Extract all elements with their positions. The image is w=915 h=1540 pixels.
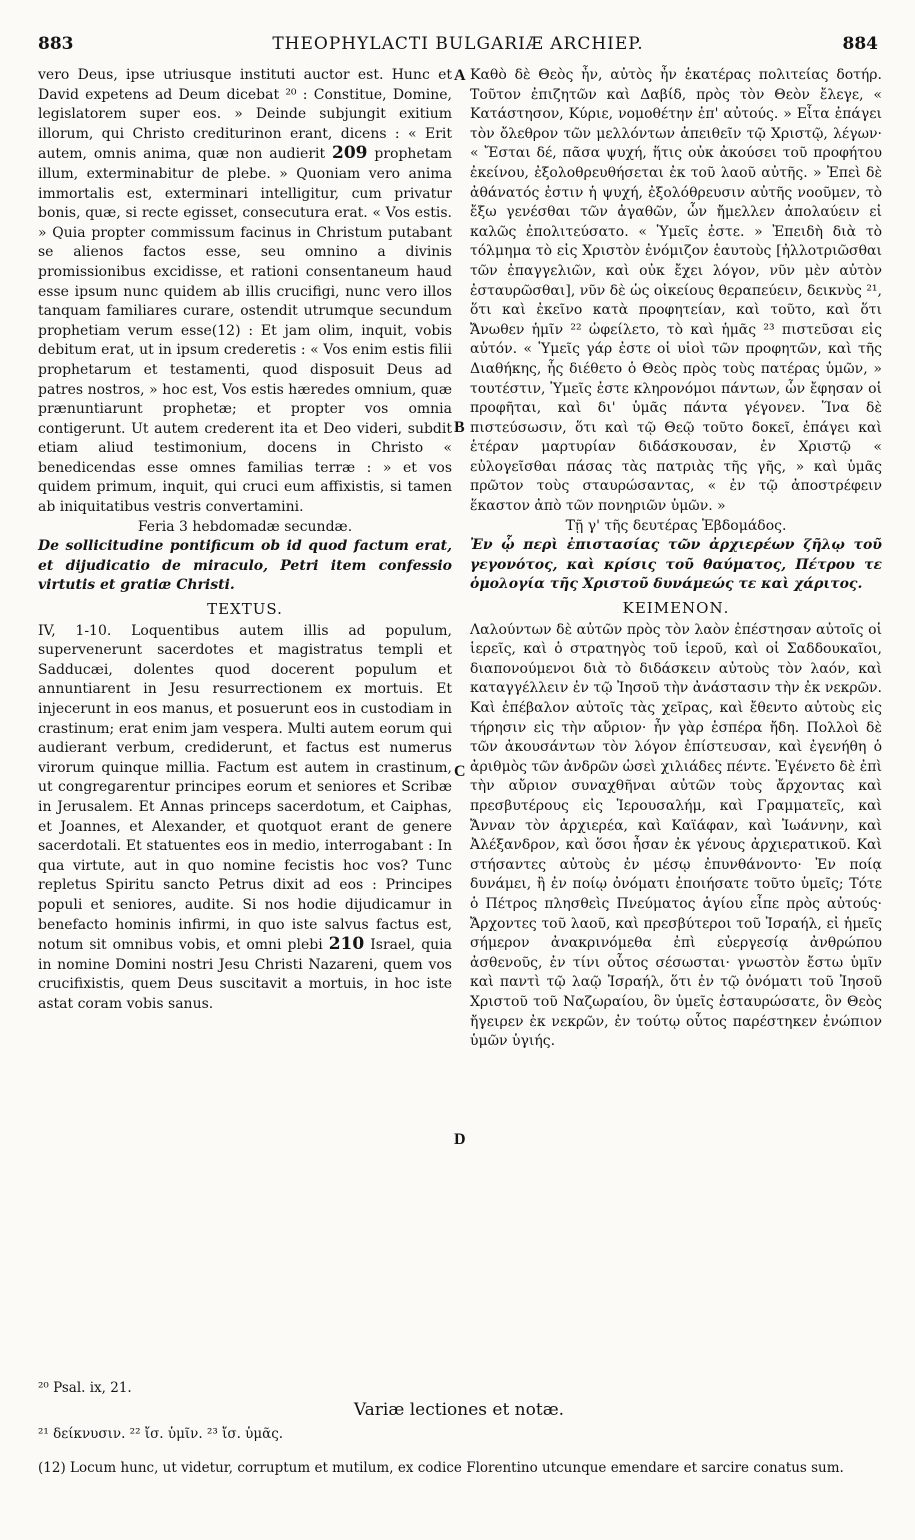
latin-commentary: vero Deus, ipse utriusque instituti auctor est. Hunc et David expetens ad Deum dicebat ²⁰ : Constitue, Domine, legislatorem super eos. » Deinde subjungit exitium illorum, qui Christo crediturinon erant, dicens : « Erit autem, omnis anima, quæ non audierit 209 prophetam illum, exterminabitur de plebe. » Quoniam vero anima immortalis est, exterminari intelligitur, cum privatur bonis, quæ, si recte egisset, consecutura erat. « Vos estis. » Quia propter commissum facinus in Christum putabant se alienos factos esse, seu omnino a divinis promissionibus excidisse, et rationi consentaneum haud esse ipsum nunc quidem ab illis crucifigi, nunc vero illos tanquam familiares curare, ostendit utrumque secundum prophetiam verum esse(12) : Et jam olim, inquit, vobis debitum erat, ut in ipsum crederetis : « Vos enim estis filii prophetarum et testamenti, quod disposuit Deus ad patres nostros, » hoc est, Vos estis hæredes omnium, quæ prænuntiarunt prophetæ; et propter vos omnia contigerunt. Ut autem crederent ita et Deo videri, subdit etiam aliud testimonium, docens in Christo « benedicendas esse omnes familias terræ : » et vos quidem primum, inquit, qui cruci eum affixistis, si tamen ab iniquitatibus vestris convertamini. — [38, 67, 452, 516]
header-number-209: 209 — [332, 143, 368, 164]
greek-keimenon-heading: ΚΕΙΜΕΝΟΝ. — [622, 599, 730, 618]
margin-letter-c: C — [454, 763, 466, 780]
variae-lectiones-title: Variæ lectiones et notæ. — [353, 1400, 565, 1420]
latin-textus-heading: TEXTUS. — [207, 600, 283, 619]
header-number-210: 210 — [328, 934, 365, 955]
latin-section-heading: De sollicitudine pontificum ob id quod factum erat, et dijudicatio de miraculo, Petri item confessio virtutis et gratiæ Christi. — [38, 538, 452, 594]
margin-letter-d: D — [454, 1131, 466, 1148]
page-number-left: 883 — [38, 34, 74, 54]
page-number-right: 884 — [842, 34, 878, 54]
note-12: (12) Locum hunc, ut videtur, corruptum et mutilum, ex codice Florentino utcunque emendare et sarcire conatus sum. — [38, 1460, 844, 1476]
margin-letter-b: B — [454, 419, 465, 436]
greek-column — [470, 66, 882, 1052]
variant-readings: ²¹ δείκνυσιν. ²² ἴσ. ὑμῖν. ²³ ἴσ. ὑμᾶς. — [38, 1426, 284, 1442]
footnote-psalm: ²⁰ Psal. ix, 21. — [38, 1380, 132, 1396]
running-header — [38, 34, 878, 60]
running-title: THEOPHYLACTI BULGARIÆ ARCHIEP. — [272, 34, 644, 54]
latin-column — [38, 66, 452, 1015]
greek-feria: Τῇ γ' τῆς δευτέρας Ἑβδομάδος. — [565, 517, 787, 534]
greek-commentary: Καθὸ δὲ Θεὸς ἦν, αὐτὸς ἦν ἑκατέρας πολιτείας δοτήρ. Τοῦτον ἐπιζητῶν καὶ Δαβίδ, πρὸς τὸν Θεὸν ἔλεγε, « Κατάστησον, Κύριε, νομοθέτην ἐπ' αὐτούς. » Εἶτα ἐπάγει τὸν ὄλεθρον τῶν μελλόντων ἀπειθεῖν τῷ Χριστῷ, λέγων· « Ἔσται δέ, πᾶσα ψυχή, ἥτις οὐκ ἀκούσει τοῦ προφήτου ἐκείνου, ἐξολοθρευθήσεται ἐκ τοῦ λαοῦ αὐτῆς. » Ἐπεὶ δὲ ἀθάνατός ἐστιν ἡ ψυχή, ἐξολόθρευσιν αὐτῆς νοοῦμεν, τὸ ἔξω γενέσθαι τῶν ἀγαθῶν, ὧν ἤμελλεν ἀπολαύειν εἰ καλῶς ἐπολιτεύσατο. « Ὑμεῖς ἐστε. » Ἐπειδὴ διὰ τὸ τόλμημα τὸ εἰς Χριστὸν ἐνόμιζον ἑαυτοὺς [ἠλλοτριῶσθαι τῶν ἐπαγγελιῶν, καὶ οὐκ ἔχει λόγον, νῦν μὲν αὐτὸν ἐσταυρῶσθαι], νῦν δὲ ὡς οἰκείους θεραπεύειν, δεικνὺς ²¹, ὅτι καὶ ἐκεῖνο κατὰ προφητείαν, καὶ τοῦτο, καὶ ὅτι Ἄνωθεν ἡμῖν ²² ὠφείλετο, τὸ καὶ ἡμᾶς ²³ πιστεῦσαι εἰς αὐτόν. « Ὑμεῖς γάρ ἐστε οἱ υἱοὶ τῶν προφητῶν, καὶ τῆς Διαθήκης, ἧς διέθετο ὁ Θεὸς πρὸς τοὺς πατέρας ὑμῶν, » τουτέστιν, Ὑμεῖς ἐστε κληρονόμοι πάντων, ὧν ἔφησαν οἱ προφῆται, καὶ δι' ὑμᾶς πάντα γέγονεν. Ἵνα δὲ πιστεύσωσιν, ὅτι καὶ τῷ Θεῷ τοῦτο δοκεῖ, ἐπάγει καὶ ἑτέραν μαρτυρίαν διδάσκουσαν, ἐν Χριστῷ « εὐλογεῖσθαι πάσας τὰς πατριὰς τῆς γῆς, » καὶ ὑμᾶς πρῶτον τοὺς σταυρώσαντας, « ἐν τῷ ἀποστρέφειν ἕκαστον ἀπὸ τῶν πονηριῶν ὑμῶν. » — [470, 67, 882, 515]
latin-text: IV, 1-10. Loquentibus autem illis ad populum, supervenerunt sacerdotes et magistratus templi et Sadducæi, dolentes quod docerent populum et annuntiarent in Jesu resurrectionem ex mortuis. Et injecerunt in eos manus, et posuerunt eos in custodiam in crastinum; erat enim jam vespera. Multi autem eorum qui audierant verbum, crediderunt, et factus est numerus virorum quinque millia. Factum est autem in crastinum, ut congregarentur principes eorum et seniores et Scribæ in Jerusalem. Et Annas princeps sacerdotum, et Caiphas, et Joannes, et Alexander, et quotquot erant de genere sacerdotali. Et statuentes eos in medio, interrogabant : In qua virtute, aut in quo nomine fecistis hoc vos? Tunc repletus Spiritu sancto Petrus dixit ad eos : Principes populi et seniores, audite. Si nos hodie dijudicamur in benefacto hominis infirmi, in quo iste salvus factus est, notum sit omnibus vobis, et omni plebi 210 Israel, quia in nomine Domini nostri Jesu Christi Nazareni, quem vos crucifixistis, quem Deus suscitavit a mortuis, in hoc iste astat coram vobis sanus. — [38, 622, 453, 1012]
margin-letter-a: A — [454, 67, 466, 84]
greek-text: Λαλούντων δὲ αὐτῶν πρὸς τὸν λαὸν ἐπέστησαν αὐτοῖς οἱ ἱερεῖς, καὶ ὁ στρατηγὸς τοῦ ἱεροῦ, καὶ οἱ Σαδδουκαῖοι, διαπονούμενοι διὰ τὸ διδάσκειν αὐτοὺς τὸν λαόν, καὶ καταγγέλλειν ἐν τῷ Ἰησοῦ τὴν ἀνάστασιν τὴν ἐκ νεκρῶν. Καὶ ἐπέβαλον αὐτοῖς τὰς χεῖρας, καὶ ἔθεντο αὐτοὺς εἰς τήρησιν εἰς τὴν αὔριον· ἦν γὰρ ἑσπέρα ἤδη. Πολλοὶ δὲ τῶν ἀκουσάντων τὸν λόγον ἐπίστευσαν, καὶ ἐγενήθη ὁ ἀριθμὸς τῶν ἀνδρῶν ὡσεὶ χιλιάδες πέντε. Ἐγένετο δὲ ἐπὶ τὴν αὔριον συναχθῆναι αὐτῶν τοὺς ἄρχοντας καὶ πρεσβυτέρους εἰς Ἱερουσαλήμ, καὶ Γραμματεῖς, καὶ Ἄνναν τὸν ἀρχιερέα, καὶ Καϊάφαν, καὶ Ἰωάννην, καὶ Ἀλέξανδρον, καὶ ὅσοι ἦσαν ἐκ γένους ἀρχιερατικοῦ. Καὶ στήσαντες αὐτοὺς ἐν μέσῳ ἐπυνθάνοντο· Ἐν ποίᾳ δυνάμει, ἢ ἐν ποίῳ ὀνόματι ἐποιήσατε τοῦτο ὑμεῖς; Τότε ὁ Πέτρος πλησθεὶς Πνεύματος ἁγίου εἶπε πρὸς αὐτούς· Ἄρχοντες τοῦ λαοῦ, καὶ πρεσβύτεροι τοῦ Ἰσραήλ, εἰ ἡμεῖς σήμερον ἀνακρινόμεθα ἐπὶ εὐεργεσίᾳ ἀνθρώπου ἀσθενοῦς, ἐν τίνι οὗτος σέσωσται· γνωστὸν ἔστω ὑμῖν καὶ παντὶ τῷ λαῷ Ἰσραήλ, ὅτι ἐν τῷ ὀνόματι τοῦ Ἰησοῦ Χριστοῦ τοῦ Ναζωραίου, ὃν ὑμεῖς ἐσταυρώσατε, ὃν Θεὸς ἤγειρεν ἐκ νεκρῶν, ἐν τούτῳ οὗτος παρέστηκεν ἐνώπιον ὑμῶν ὑγιής. — [470, 621, 882, 1050]
greek-section-heading: Ἐν ᾧ περὶ ἐπιστασίας τῶν ἀρχιερέων ζῆλῳ τοῦ γεγονότος, καὶ κρίσις τοῦ θαύματος, Πέτρου τε ὁμολογία τῆς Χριστοῦ δυνάμεώς τε καὶ χάριτος. — [470, 537, 882, 593]
latin-feria: Feria 3 hebdomadæ secundæ. — [137, 518, 353, 535]
